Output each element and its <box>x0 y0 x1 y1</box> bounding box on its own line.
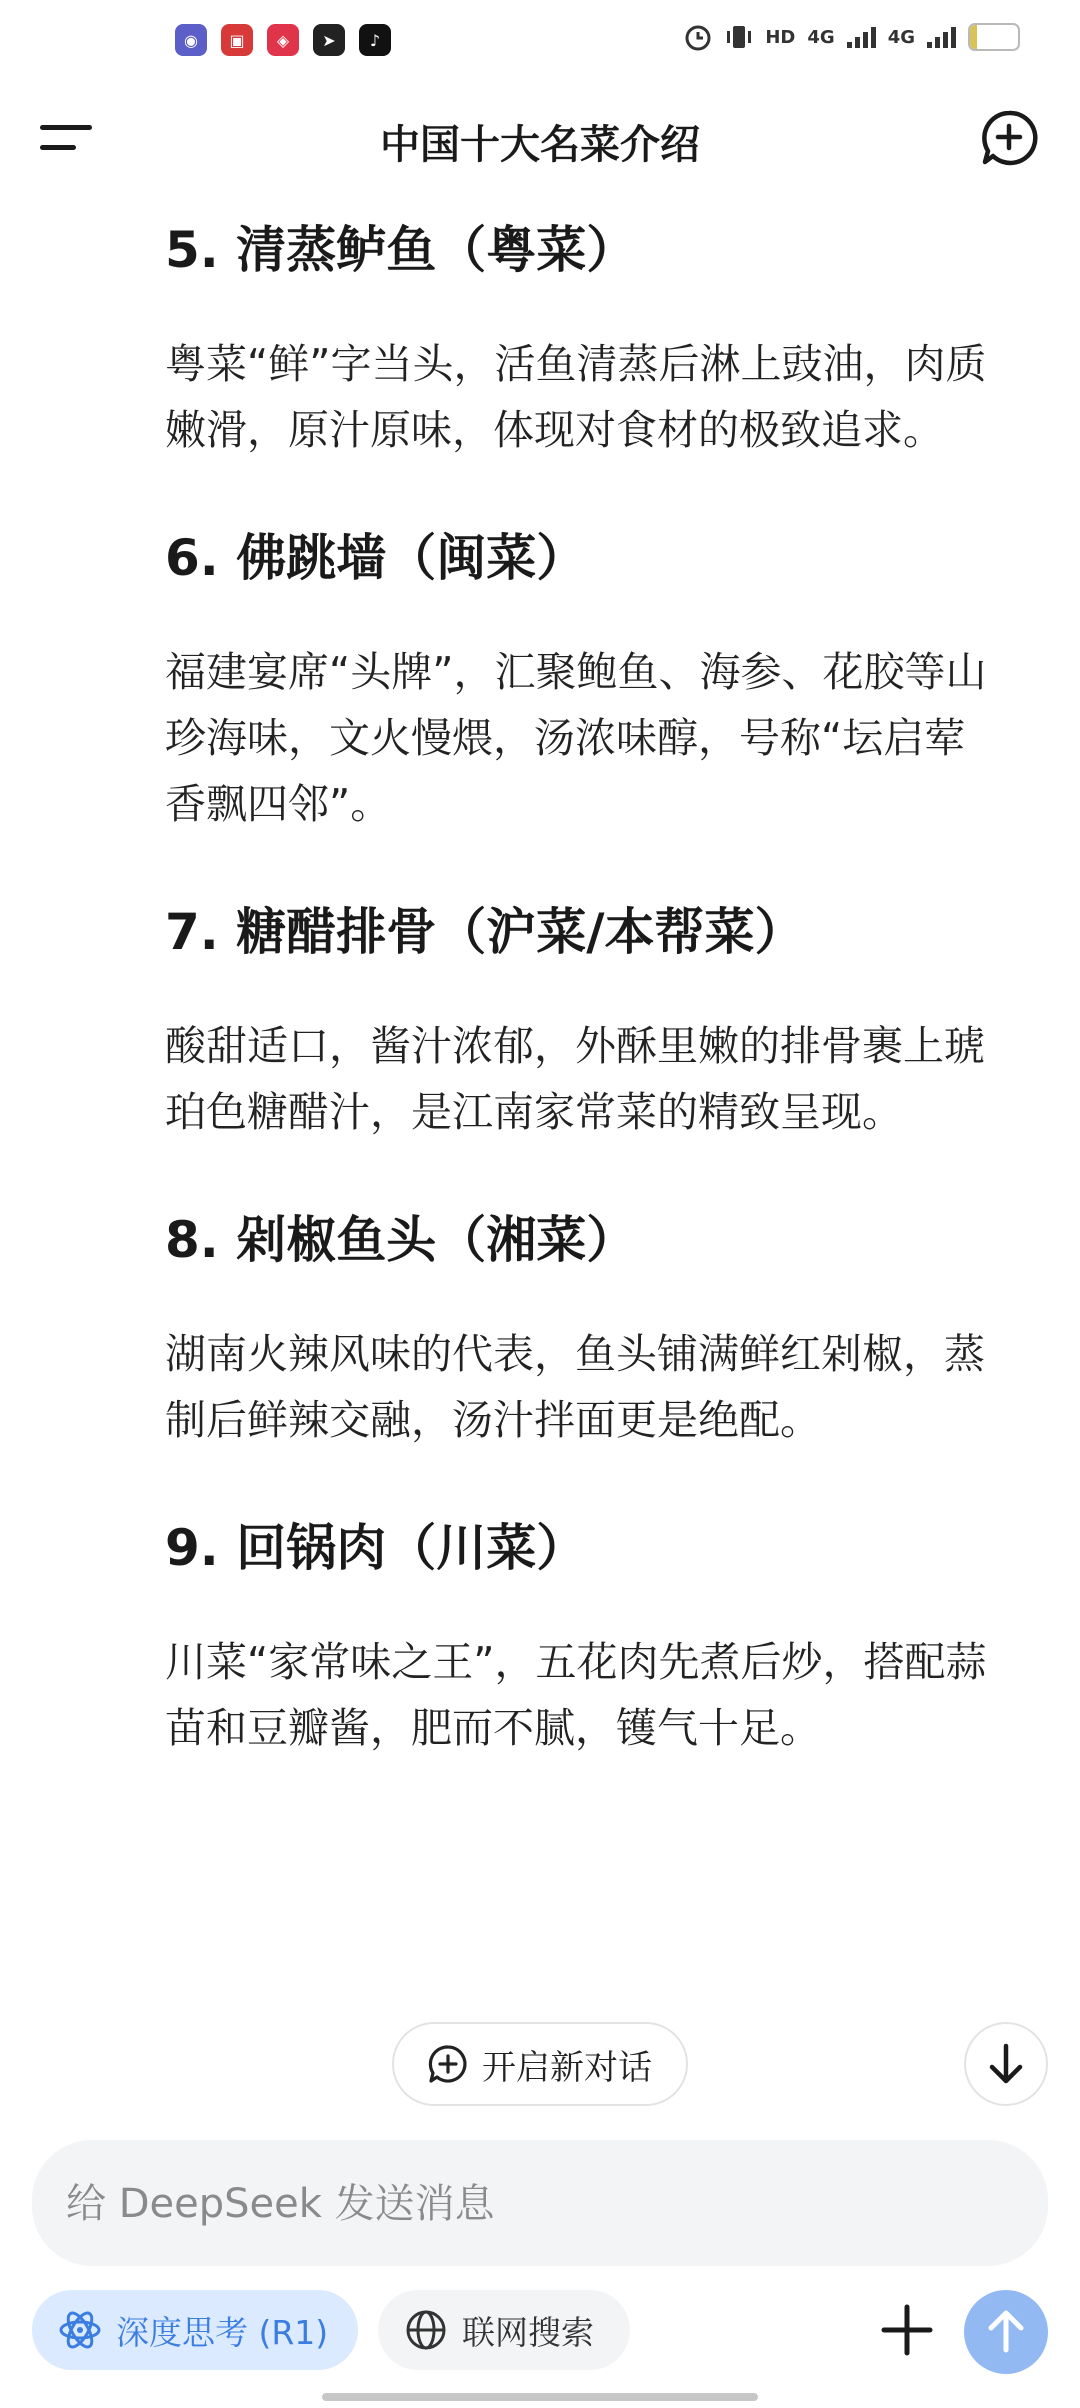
dish-description: 酸甜适口，酱汁浓郁，外酥里嫩的排骨裹上琥珀色糖醋汁，是江南家常菜的精致呈现。 <box>165 1022 985 1136</box>
web-search-toggle[interactable] <box>378 2290 630 2370</box>
dish-heading: 9. 回锅肉（川菜） <box>165 1519 587 1577</box>
dish-heading: 6. 佛跳墙（闽菜） <box>165 529 587 587</box>
page-title: 中国十大名菜介绍 <box>380 122 700 168</box>
vibrate-icon <box>725 22 753 52</box>
attach-plus-button[interactable] <box>872 2295 942 2365</box>
arrow-up-icon <box>984 2308 1028 2356</box>
message-input[interactable] <box>64 2140 1008 2268</box>
arrow-down-icon <box>986 2042 1026 2086</box>
signal-strength-icon-2 <box>927 26 956 48</box>
battery-level-text: 15 <box>982 27 1006 47</box>
signal-strength-icon-1 <box>847 26 876 48</box>
new-chat-label: 开启新对话 <box>482 2047 652 2088</box>
scroll-to-bottom-button[interactable] <box>964 2022 1048 2106</box>
dish-description: 粤菜“鲜”字当头，活鱼清蒸后淋上豉油，肉质嫩滑，原汁原味，体现对食材的极致追求。 <box>165 340 987 454</box>
app-header <box>0 95 1080 185</box>
hd-indicator: HD <box>765 26 796 48</box>
network-type-1: 4G <box>807 26 835 48</box>
new-chat-icon-button[interactable] <box>980 109 1038 167</box>
app-notification-icon-2: ▣ <box>221 24 253 56</box>
tiktok-icon: ♪ <box>359 24 391 56</box>
app-notification-icon-1: ◉ <box>175 24 207 56</box>
network-type-2: 4G <box>887 26 915 48</box>
new-chat-icon <box>428 2044 468 2084</box>
new-chat-floating-button[interactable] <box>392 2022 688 2106</box>
battery-icon <box>968 23 1020 51</box>
app-notification-icon-4: ➤ <box>313 24 345 56</box>
dish-description: 湖南火辣风味的代表，鱼头铺满鲜红剁椒，蒸制后鲜辣交融，汤汁拌面更是绝配。 <box>165 1330 985 1444</box>
dish-heading: 5. 清蒸鲈鱼（粤菜） <box>165 221 637 279</box>
globe-icon <box>404 2308 448 2352</box>
app-notification-icon-3: ◈ <box>267 24 299 56</box>
assistant-message <box>165 215 1005 1821</box>
deep-think-label: 深度思考 (R1) <box>116 2312 329 2352</box>
dish-heading: 7. 糖醋排骨（沪菜/本帮菜） <box>165 903 805 961</box>
dish-heading: 8. 剁椒鱼头（湘菜） <box>165 1211 637 1269</box>
message-input-container <box>32 2140 1048 2266</box>
web-search-label: 联网搜索 <box>462 2312 594 2352</box>
atom-icon <box>58 2308 102 2352</box>
alarm-icon <box>683 22 713 52</box>
deep-think-toggle[interactable] <box>32 2290 358 2370</box>
send-button[interactable] <box>964 2290 1048 2374</box>
dish-description: 川菜“家常味之王”，五花肉先煮后炒，搭配蒜苗和豆瓣酱，肥而不腻，镬气十足。 <box>165 1638 987 1752</box>
notification-icons <box>175 24 391 56</box>
dish-description: 福建宴席“头牌”，汇聚鲍鱼、海参、花胶等山珍海味，文火慢煨，汤浓味醇，号称“坛启荤香飘四邻”。 <box>165 648 987 828</box>
home-indicator <box>322 2393 758 2401</box>
status-indicators <box>683 22 1020 52</box>
status-bar <box>0 0 1080 80</box>
